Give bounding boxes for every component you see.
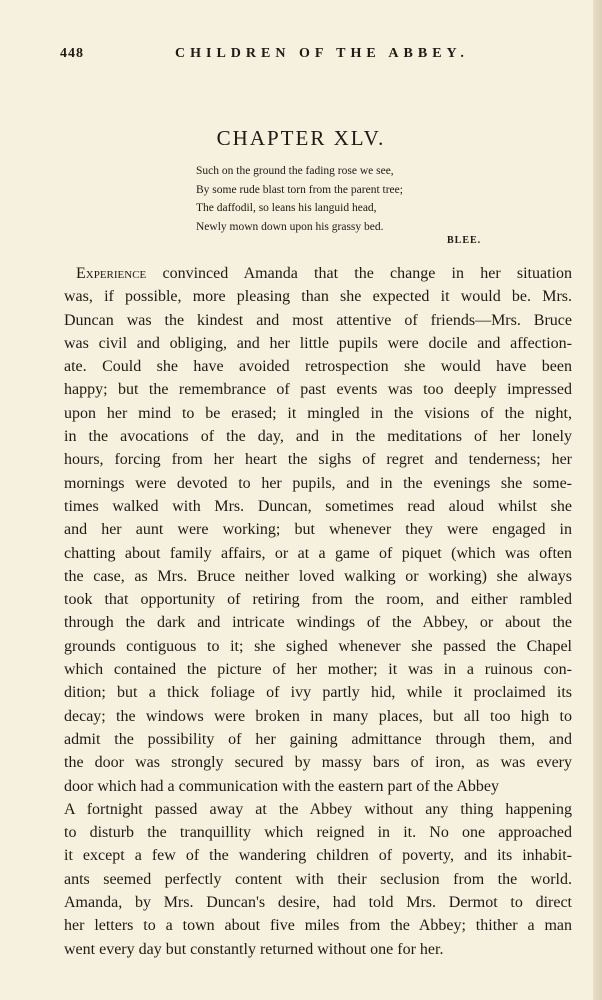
body-line: was, if possible, more pleasing than she expected it would be. Mrs. — [64, 288, 572, 306]
chapter-title: CHAPTER XLV. — [216, 126, 386, 150]
body-line: happy; but the remembrance of past events was too deeply impressed — [64, 381, 572, 399]
body-line: and her aunt were working; but whenever they were engaged in — [64, 521, 572, 539]
body-line: her letters to a town about five miles from the Abbey; thither a man — [64, 917, 572, 935]
body-line: A fortnight passed away at the Abbey without any thing happening — [64, 800, 572, 818]
body-line: ate. Could she have avoided retrospection she would have been — [64, 358, 572, 376]
body-line: went every day but constantly returned without one for her. — [64, 940, 444, 958]
body-line: ants seemed perfectly content with their seclusion from the world. — [64, 870, 572, 888]
body-line: chatting about family affairs, or at a game of piquet (which was often — [64, 544, 572, 562]
body-line: Duncan was the kindest and most attentive of friends—Mrs. Bruce — [64, 311, 572, 329]
body-line: upon her mind to be erased; it mingled in the visions of the night, — [64, 404, 572, 422]
body-line: Amanda, by Mrs. Duncan's desire, had told Mrs. Dermot to direct — [64, 894, 572, 912]
epigraph-line: Newly mown down upon his grassy bed. — [196, 220, 384, 233]
body-line: admit the possibility of her gaining admittance through them, and — [64, 730, 572, 748]
body-line: hours, forcing from her heart the sighs of regret and tenderness; her — [64, 451, 572, 469]
body-line: it except a few of the wandering children of poverty, and its inhabit- — [64, 847, 572, 865]
epigraph-line: By some rude blast torn from the parent tree; — [196, 183, 403, 196]
body-line: to disturb the tranquillity which reigned in it. No one approached — [64, 824, 572, 842]
body-line: door which had a communication with the eastern part of the Abbey — [64, 777, 499, 795]
body-line: took that opportunity of retiring from the room, and either rambled — [64, 591, 572, 609]
epigraph-line: Such on the ground the fading rose we see, — [196, 165, 394, 177]
body-first-word: Experience — [76, 265, 147, 282]
page-number: 448 — [60, 46, 84, 61]
body-line-text: convinced Amanda that the change in her situation — [146, 265, 572, 282]
body-line: mornings were devoted to her pupils, and in the evenings she some- — [64, 474, 572, 492]
chapter-body — [64, 262, 572, 961]
body-line: was civil and obliging, and her little pupils were docile and affection- — [64, 334, 572, 352]
body-line: the case, as Mrs. Bruce neither loved walking or working) she always — [64, 567, 572, 585]
body-line: grounds contiguous to it; she sighed whenever she passed the Chapel — [64, 637, 572, 655]
epigraph — [196, 162, 496, 236]
running-head — [60, 46, 580, 68]
body-line — [64, 262, 572, 285]
body-line: times walked with Mrs. Duncan, sometimes read aloud whilst she — [64, 497, 572, 515]
body-line: through the dark and intricate windings of the Abbey, or about the — [64, 614, 572, 632]
body-line: dition; but a thick foliage of ivy partly hid, while it proclaimed its — [64, 684, 572, 702]
running-title: CHILDREN OF THE ABBEY. — [175, 46, 469, 61]
body-line: the door was strongly secured by massy bars of iron, as was every — [64, 754, 572, 772]
body-line: in the avocations of the day, and in the meditations of her lonely — [64, 428, 572, 446]
body-line: which contained the picture of her mother; it was in a ruinous con- — [64, 661, 572, 679]
epigraph-attribution: BLEE. — [447, 235, 482, 246]
epigraph-line: The daffodil, so leans his languid head, — [196, 202, 377, 214]
body-line: decay; the windows were broken in many places, but all too high to — [64, 707, 572, 725]
